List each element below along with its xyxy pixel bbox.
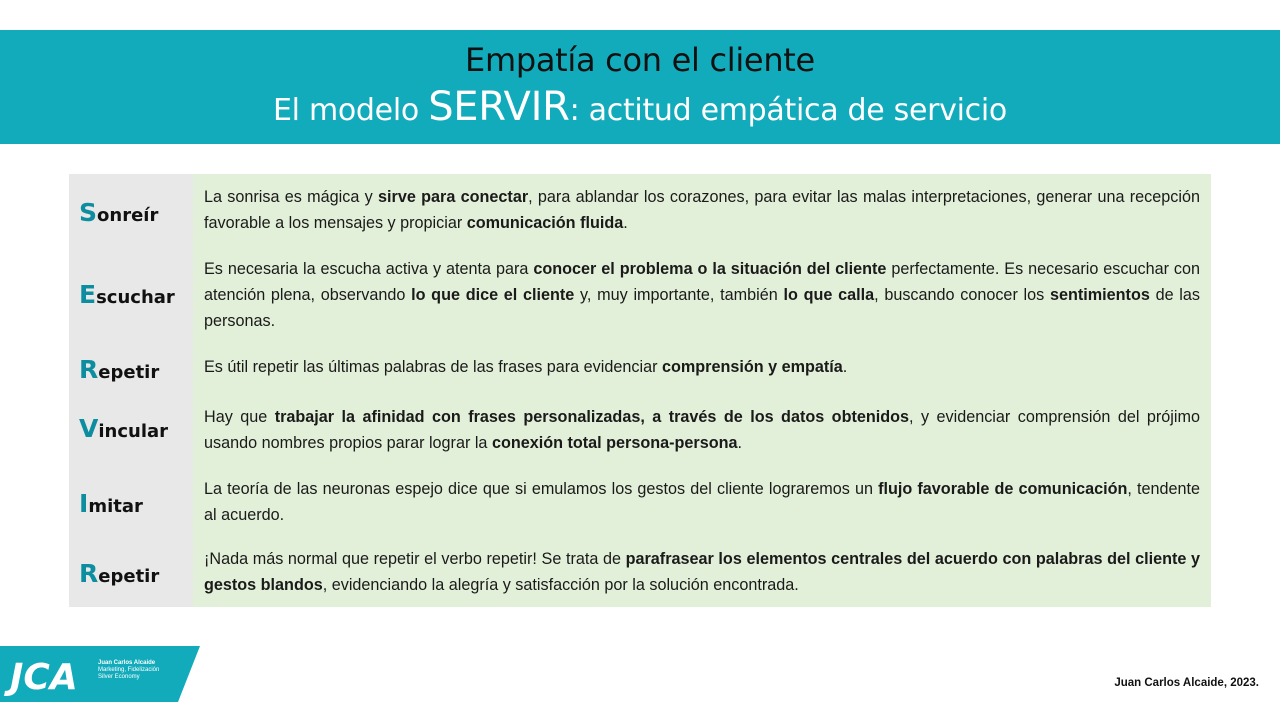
row-initial: R [79,559,99,588]
table-row [69,538,1211,607]
logo-mark: JCA [10,657,78,698]
row-label [79,280,175,309]
emphasis-text: conocer el problema o la situación del cliente [533,260,887,278]
body-text: . [737,434,742,452]
body-text: , para ablandar los corazones, para evitar las malas interpretaciones, generar una recepción favorable a los mensajes y propiciar [204,188,1200,232]
emphasis-text: trabajar la afinidad con frases personalizadas, a través de los datos obtenidos [274,408,910,426]
subtitle-prefix: El modelo [273,93,419,128]
footer-credit: Juan Carlos Alcaide, 2023. [1114,677,1259,689]
body-text: y, muy importante, también [574,286,784,304]
row-initial: S [79,198,98,227]
row-initial: I [79,489,89,518]
emphasis-text: comunicación fluida [466,214,624,232]
row-label [79,414,168,443]
row-description [204,546,1200,598]
logo-name: Juan Carlos Alcaide [98,660,156,666]
page-title: Empatía con el cliente [465,41,815,79]
row-description [204,256,1200,334]
row-description [204,476,1200,528]
row-description [204,354,1200,380]
body-text: . [842,358,848,376]
row-label [79,355,159,384]
row-description [204,404,1200,456]
emphasis-text: lo que dice el cliente [411,286,575,304]
body-text: , evidenciando la alegría y satisfacción por la solución encontrada. [322,576,799,594]
body-text: ¡Nada más normal que repetir el verbo repetir! Se trata de [204,550,626,568]
table-row [69,344,1211,391]
row-description [204,184,1200,236]
table-row [69,246,1211,344]
emphasis-text: parafrasear los elementos centrales del acuerdo con palabras del cliente y gestos blandos [204,550,1201,594]
servir-table [69,174,1211,607]
table-row [69,391,1211,466]
table-row [69,174,1211,246]
logo-line3: Silver Economy [98,674,140,680]
body-text: La teoría de las neuronas espejo dice que si emulamos los gestos del cliente lograremos un [204,480,879,498]
row-label-rest: epetir [98,566,160,587]
row-label [79,489,143,518]
body-text: . [623,214,628,232]
emphasis-text: flujo favorable de comunicación [878,480,1128,498]
row-label-rest: onreír [97,205,159,226]
row-label-rest: mitar [88,496,143,517]
title-band [0,30,1280,144]
table-row [69,466,1211,538]
row-initial: R [79,355,99,384]
row-label [79,198,158,227]
body-text: , tendente al acuerdo. [204,480,1201,524]
emphasis-text: conexión total persona-persona [491,434,738,452]
body-text: , y evidenciar comprensión del prójimo usando nombres propios parar lograr la [204,408,1200,452]
row-label-rest: epetir [98,362,160,383]
row-label-rest: incular [98,421,169,442]
subtitle-model-name: SERVIR [428,84,570,130]
subtitle-suffix: : actitud empática de servicio [569,93,1007,128]
emphasis-text: lo que calla [783,286,875,304]
row-label [79,559,159,588]
emphasis-text: sirve para conectar [378,188,529,206]
body-text: Es útil repetir las últimas palabras de las frases para evidenciar [204,358,662,376]
logo-line2: Marketing, Fidelización [98,667,160,673]
row-initial: V [79,414,99,443]
row-label-rest: scuchar [96,287,175,308]
logo-caption [98,660,159,681]
body-text: La sonrisa es mágica y [204,188,379,206]
body-text: de las personas. [204,286,1200,330]
jca-logo [0,646,200,702]
emphasis-text: sentimientos [1049,286,1150,304]
page-subtitle [0,82,1280,136]
emphasis-text: comprensión y empatía [661,358,843,376]
row-initial: E [79,280,97,309]
body-text: Hay que [204,408,275,426]
body-text: perfectamente. Es necesario escuchar con atención plena, observando [204,260,1201,304]
body-text: , buscando conocer los [874,286,1050,304]
body-text: Es necesaria la escucha activa y atenta para [204,260,534,278]
